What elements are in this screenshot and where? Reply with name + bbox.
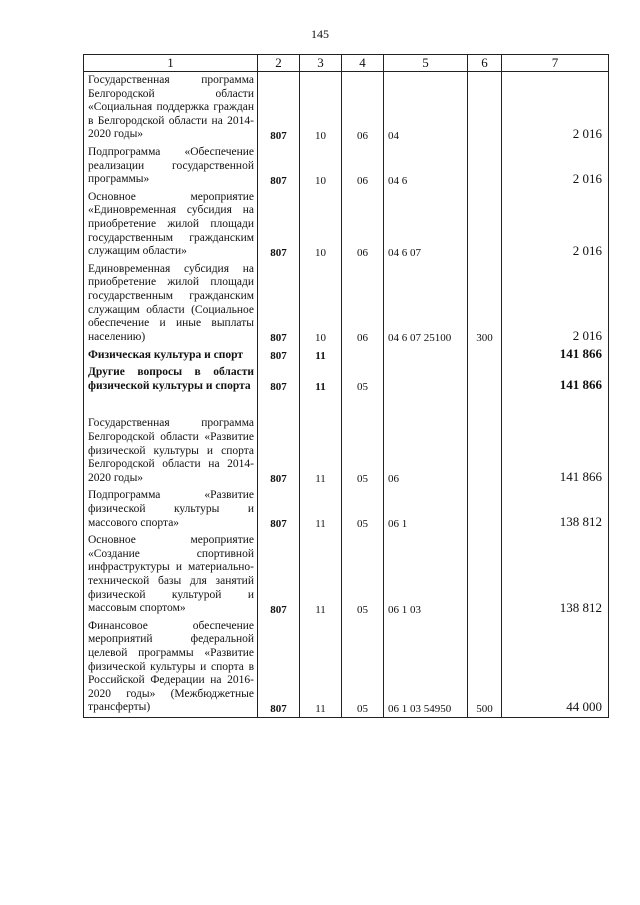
row-description: Другие вопросы в области физической культуры и спорта <box>84 364 258 395</box>
row-code-6: 500 <box>468 618 502 718</box>
table-row <box>84 189 609 261</box>
row-code-3: 11 <box>300 618 342 718</box>
header-col-2: 2 <box>258 55 300 72</box>
row-code-4: 06 <box>342 189 384 261</box>
row-code-4: 06 <box>342 261 384 347</box>
row-code-4 <box>342 346 384 364</box>
row-code-4: 05 <box>342 532 384 618</box>
row-amount: 141 866 <box>502 346 609 364</box>
row-amount: 138 812 <box>502 487 609 532</box>
row-description: Основное мероприятие «Создание спортивной инфраструктуры и материально-технической базы для занятий физической культурой и массовым спортом» <box>84 532 258 618</box>
row-description: Физическая культура и спорт <box>84 346 258 364</box>
row-code-2: 807 <box>258 189 300 261</box>
row-code-6 <box>468 189 502 261</box>
row-code-5: 06 <box>384 415 468 487</box>
row-code-4: 05 <box>342 364 384 395</box>
row-code-3: 11 <box>300 364 342 395</box>
header-col-6: 6 <box>468 55 502 72</box>
spacer-cell <box>258 395 300 415</box>
row-code-3: 10 <box>300 261 342 347</box>
row-code-3: 11 <box>300 415 342 487</box>
spacer-cell <box>502 395 609 415</box>
row-code-5: 06 1 03 54950 <box>384 618 468 718</box>
row-code-5: 06 1 03 <box>384 532 468 618</box>
row-code-4: 06 <box>342 144 384 189</box>
row-code-6: 300 <box>468 261 502 347</box>
spacer-cell <box>384 395 468 415</box>
row-description: Подпрограмма «Обеспечение реализации государственной программы» <box>84 144 258 189</box>
row-code-3: 11 <box>300 487 342 532</box>
row-code-6 <box>468 144 502 189</box>
row-description: Единовременная субсидия на приобретение жилой площади государственным гражданским служащим области (Социальное обеспечение и иные выплаты населению) <box>84 261 258 347</box>
row-code-2: 807 <box>258 415 300 487</box>
header-col-5: 5 <box>384 55 468 72</box>
row-code-2: 807 <box>258 72 300 144</box>
row-amount: 2 016 <box>502 189 609 261</box>
row-code-6 <box>468 415 502 487</box>
row-amount: 138 812 <box>502 532 609 618</box>
row-code-2: 807 <box>258 618 300 718</box>
table-row <box>84 261 609 347</box>
row-code-5: 04 <box>384 72 468 144</box>
table-row <box>84 415 609 487</box>
row-code-6 <box>468 346 502 364</box>
row-code-3: 11 <box>300 532 342 618</box>
row-code-4: 06 <box>342 72 384 144</box>
row-amount: 2 016 <box>502 261 609 347</box>
table-row <box>84 618 609 718</box>
row-description: Подпрограмма «Развитие физической культуры и массового спорта» <box>84 487 258 532</box>
spacer-cell <box>84 395 258 415</box>
header-col-1: 1 <box>84 55 258 72</box>
spacer-cell <box>342 395 384 415</box>
row-code-2: 807 <box>258 346 300 364</box>
row-code-3: 10 <box>300 72 342 144</box>
row-code-4: 05 <box>342 618 384 718</box>
row-code-3: 10 <box>300 189 342 261</box>
spacer-cell <box>300 395 342 415</box>
table-row <box>84 346 609 364</box>
row-description: Государственная программа Белгородской области «Развитие физической культуры и спорта Белгородской области на 2014-2020 годы» <box>84 415 258 487</box>
row-description: Государственная программа Белгородской области «Социальная поддержка граждан в Белгородской области на 2014-2020 годы» <box>84 72 258 144</box>
row-amount: 2 016 <box>502 144 609 189</box>
header-col-7: 7 <box>502 55 609 72</box>
table-row <box>84 364 609 395</box>
row-code-6 <box>468 72 502 144</box>
row-code-2: 807 <box>258 364 300 395</box>
row-description: Финансовое обеспечение мероприятий федеральной целевой программы «Развитие физической культуры и спорта в Российской Федерации на 2016-2020 годы» (Межбюджетные трансферты) <box>84 618 258 718</box>
row-code-6 <box>468 487 502 532</box>
row-code-5: 04 6 07 25100 <box>384 261 468 347</box>
row-code-2: 807 <box>258 261 300 347</box>
row-code-4: 05 <box>342 487 384 532</box>
row-code-5: 06 1 <box>384 487 468 532</box>
row-code-5: 04 6 07 <box>384 189 468 261</box>
row-code-2: 807 <box>258 144 300 189</box>
row-code-5: 04 6 <box>384 144 468 189</box>
row-amount: 44 000 <box>502 618 609 718</box>
header-col-3: 3 <box>300 55 342 72</box>
row-code-2: 807 <box>258 487 300 532</box>
row-code-3: 10 <box>300 144 342 189</box>
row-amount: 141 866 <box>502 415 609 487</box>
row-code-5 <box>384 346 468 364</box>
spacer-row <box>84 395 609 415</box>
row-description: Основное мероприятие «Единовременная субсидия на приобретение жилой площади государственным гражданским служащим области» <box>84 189 258 261</box>
header-col-4: 4 <box>342 55 384 72</box>
table-row <box>84 532 609 618</box>
row-code-5 <box>384 364 468 395</box>
row-code-4: 05 <box>342 415 384 487</box>
row-code-6 <box>468 364 502 395</box>
budget-table <box>83 54 609 718</box>
spacer-cell <box>468 395 502 415</box>
table-row <box>84 72 609 144</box>
table-row <box>84 144 609 189</box>
row-code-2: 807 <box>258 532 300 618</box>
row-code-6 <box>468 532 502 618</box>
row-amount: 141 866 <box>502 364 609 395</box>
row-amount: 2 016 <box>502 72 609 144</box>
row-code-3: 11 <box>300 346 342 364</box>
page-number: 145 <box>311 27 329 41</box>
table-header-row <box>84 55 609 72</box>
table-row <box>84 487 609 532</box>
